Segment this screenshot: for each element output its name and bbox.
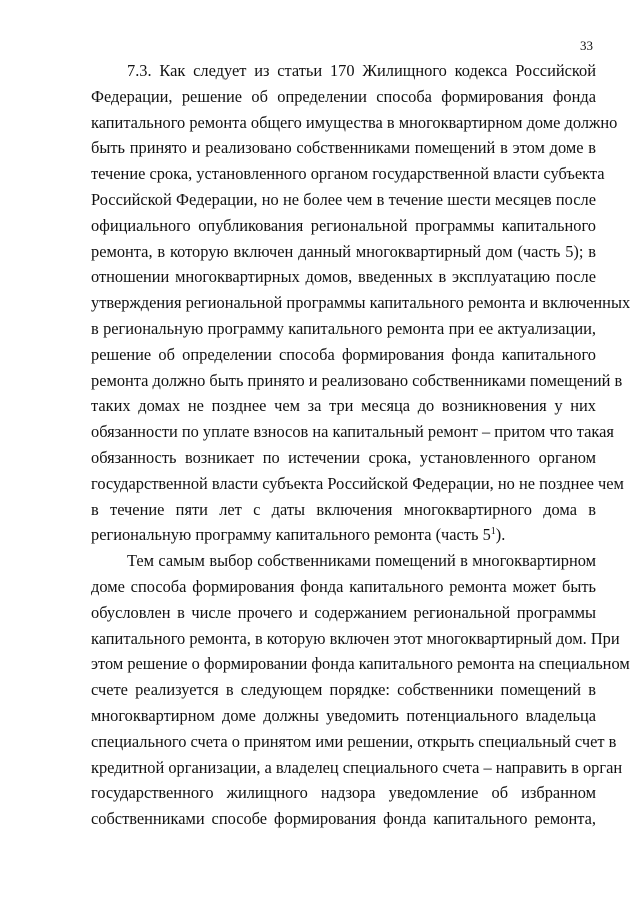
paragraph-2: [91, 548, 630, 832]
text-line: утверждения региональной программы капитального ремонта и включенных: [91, 293, 631, 313]
text-line: быть принято и реализовано собственниками помещений в этом доме в: [91, 138, 596, 158]
text-line: капитального ремонта общего имущества в многоквартирном доме должно: [91, 112, 618, 132]
text-line: Тем самым выбор собственниками помещений в многоквартирном: [127, 551, 596, 571]
text-line: ремонта, в которую включен данный многоквартирный дом (часть 5); в: [91, 241, 596, 261]
text-line: специального счета о принятом ими решении, открыть специальный счет в: [91, 731, 617, 751]
document-body: [91, 58, 631, 832]
text-line: течение срока, установленного органом государственной власти субъекта: [91, 164, 605, 184]
text-line: отношении многоквартирных домов, введенных в эксплуатацию после: [91, 267, 596, 287]
text-line: 7.3. Как следует из статьи 170 Жилищного кодекса Российской: [127, 61, 596, 80]
text-line: этом решение о формировании фонда капитального ремонта на специальном: [91, 654, 630, 674]
line-text-end: ).: [495, 525, 506, 545]
text-line: решение об определении способа формирования фонда капитального: [91, 344, 596, 364]
text-line: в региональную программу капитального ремонта при ее актуализации,: [91, 318, 596, 338]
text-line: обязанности по уплате взносов на капитальный ремонт – притом что такая: [91, 422, 614, 442]
text-line: капитального ремонта, в которую включен этот многоквартирный дом. При: [91, 628, 620, 648]
text-line: многоквартирном доме должны уведомить потенциального владельца: [91, 705, 596, 725]
text-line: кредитной организации, а владелец специального счета – направить в орган: [91, 757, 623, 777]
paragraph-1: [91, 58, 631, 548]
text-line: обусловлен в числе прочего и содержанием региональной программы: [91, 602, 596, 622]
text-line: государственной власти субъекта Российской Федерации, но не позднее чем: [91, 473, 624, 493]
text-line: обязанность возникает по истечении срока, установленного органом: [91, 447, 596, 467]
text-line: ремонта должно быть принято и реализовано собственниками помещений в: [91, 370, 623, 390]
text-line: доме способа формирования фонда капитального ремонта может быть: [91, 576, 596, 596]
text-line-with-footnote: [91, 522, 596, 548]
line-text: региональную программу капитального ремонта (часть 5: [91, 525, 491, 545]
text-line: счете реализуется в следующем порядке: собственники помещений в: [91, 680, 596, 700]
text-line: собственниками способе формирования фонда капитального ремонта,: [91, 809, 596, 829]
page-number: 33: [580, 38, 593, 53]
text-line: официального опубликования региональной программы капитального: [91, 215, 596, 235]
text-line: государственного жилищного надзора уведомление об избранном: [91, 783, 596, 803]
text-line: в течение пяти лет с даты включения многоквартирного дома в: [91, 499, 596, 519]
superscript-number: 1: [490, 526, 496, 538]
text-line: Российской Федерации, но не более чем в течение шести месяцев после: [91, 189, 596, 209]
text-line: таких домах не позднее чем за три месяца до возникновения у них: [91, 396, 596, 416]
text-line: Федерации, решение об определении способа формирования фонда: [91, 86, 596, 106]
